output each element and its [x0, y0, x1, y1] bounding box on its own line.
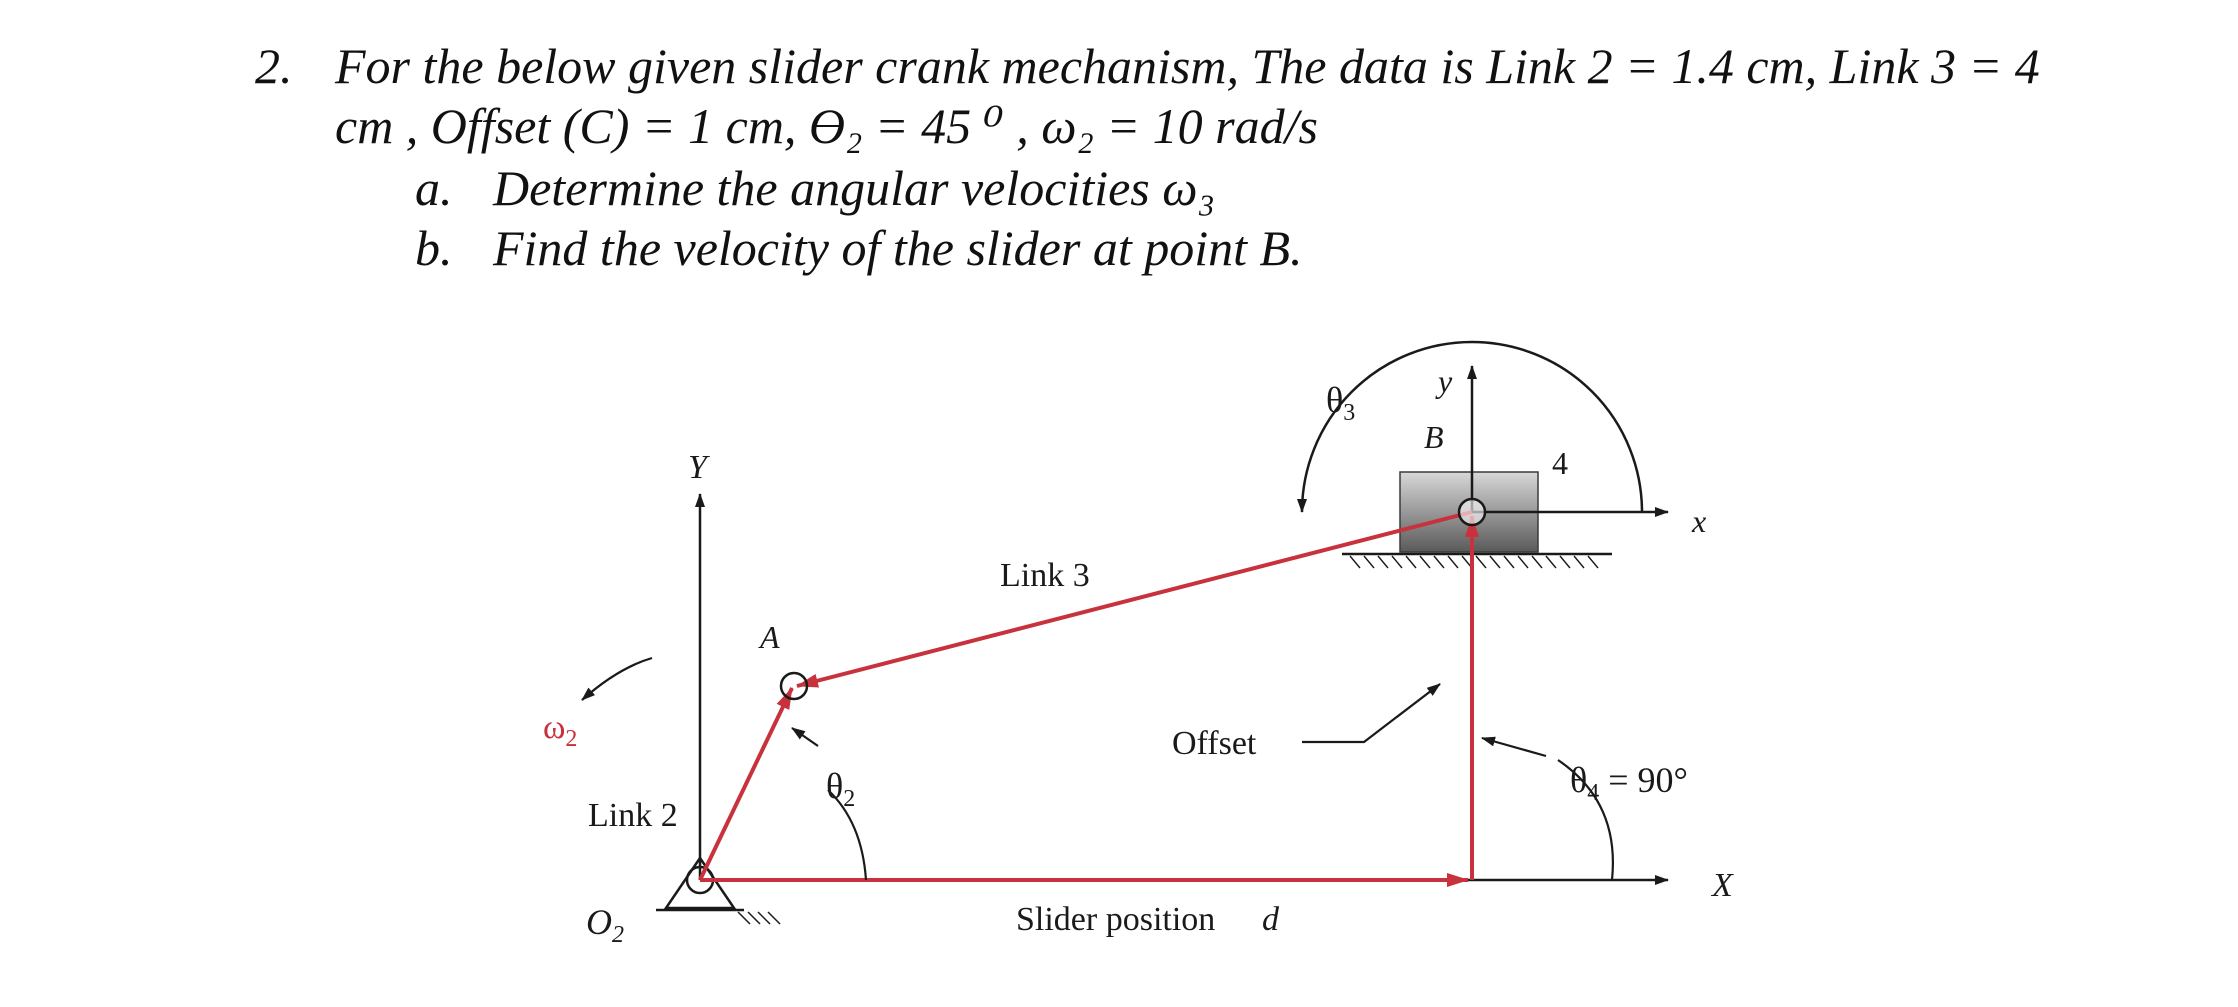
label-point-a: A [760, 619, 780, 655]
sub-question-b-text: Find the velocity of the slider at point B. [493, 220, 1303, 276]
label-slider-position: Slider position [1016, 901, 1216, 938]
theta4-pointer-arrow [1482, 738, 1546, 756]
sub-question-a-letter: a. [415, 160, 453, 216]
omega2-arc [582, 658, 652, 700]
offset-leader-arrow [1302, 684, 1440, 742]
label-theta2: $\theta_2$ [826, 766, 856, 812]
label-four: 4 [1552, 445, 1568, 481]
slider-ground [1342, 554, 1612, 568]
sub-question-b-letter: b. [415, 220, 453, 276]
ground-pivot-o2 [656, 858, 780, 924]
label-local-x: x [1692, 503, 1707, 539]
label-link2: Link 2 [588, 797, 678, 834]
label-point-b: B [1424, 419, 1444, 455]
question-text-line1: For the below given slider crank mechanism, The data is Link 2 = 1.4 cm, Link 3 = 4 [335, 38, 2040, 94]
label-o2: $O_2$ [586, 902, 624, 948]
label-theta4: $\theta_4 = 90^\circ$ [1570, 760, 1688, 806]
sub-question-a-text: Determine the angular velocities ω₃ [493, 160, 1215, 216]
question-number: 2. [255, 38, 293, 94]
label-d: d [1262, 901, 1279, 938]
label-theta3: $\theta_3$ [1326, 380, 1356, 426]
pin-joint-b [1459, 499, 1485, 525]
theta2-pointer-arrow [792, 728, 818, 746]
label-offset: Offset [1172, 725, 1257, 762]
label-global-x: X [1712, 867, 1733, 904]
label-link3: Link 3 [1000, 557, 1090, 594]
link2-vector [700, 688, 792, 880]
label-local-y: y [1438, 363, 1453, 399]
link3-vector [797, 512, 1472, 686]
label-omega2: $\omega_2$ [543, 709, 578, 752]
question-text-line2: cm , Offset (C) = 1 cm, ϴ₂ = 45 ⁰ , ω₂ = 10 rad/s [335, 98, 1318, 154]
label-global-y: Y [688, 449, 707, 486]
